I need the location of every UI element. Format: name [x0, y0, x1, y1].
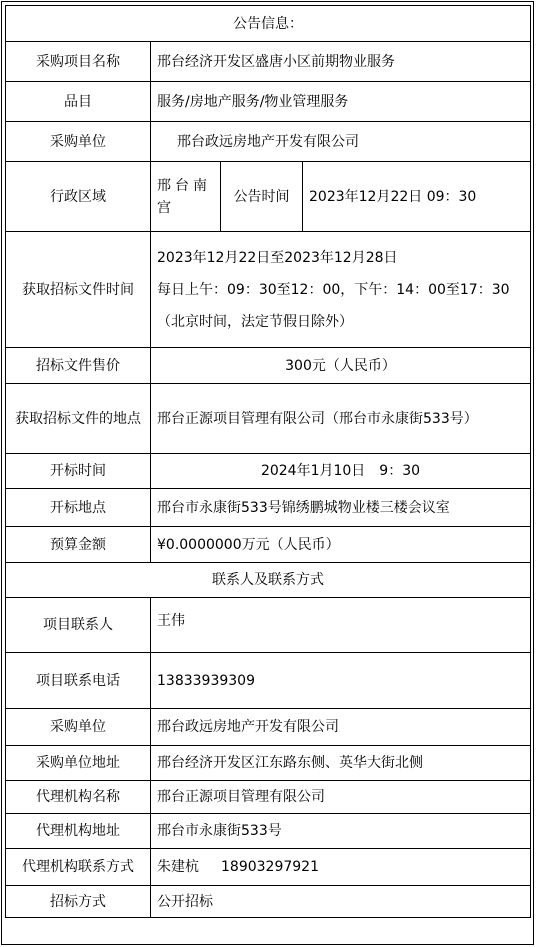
row-project-contact — [6, 598, 531, 653]
purchaser-value: 邢台政远房地产开发有限公司 — [151, 122, 531, 162]
doc-price-value: 300元（人民币） — [151, 348, 531, 384]
row-bid-method — [6, 886, 531, 918]
agency-addr-value: 邢台市永康街533号 — [151, 814, 531, 849]
doc-time-line2: 每日上午：09：30至12：00，下午：14：00至17：30（北京时间，法定节假日除外） — [157, 281, 510, 330]
project-name-value: 邢台经济开发区盛唐小区前期物业服务 — [151, 42, 531, 82]
row-purchaser — [6, 122, 531, 162]
row-agency-name — [6, 781, 531, 814]
purchaser-addr-label: 采购单位地址 — [6, 746, 151, 781]
doc-time-value — [151, 232, 531, 348]
doc-time-line1: 2023年12月22日至2023年12月28日 — [157, 249, 398, 266]
row-purchaser2 — [6, 709, 531, 746]
doc-place-value: 邢台正源项目管理有限公司（邢台市永康街533号） — [151, 384, 531, 454]
row-doc-price — [6, 348, 531, 384]
row-purchaser-addr — [6, 746, 531, 781]
agency-contact-value — [151, 849, 531, 886]
row-budget — [6, 527, 531, 563]
purchaser-addr-value: 邢台经济开发区江东路东侧、英华大街北侧 — [151, 746, 531, 781]
purchaser2-value: 邢台政远房地产开发有限公司 — [151, 709, 531, 746]
doc-price-label: 招标文件售价 — [6, 348, 151, 384]
doc-time-label: 获取招标文件时间 — [6, 232, 151, 348]
agency-contact-name: 朱建杭 — [157, 859, 199, 875]
row-agency-addr — [6, 814, 531, 849]
agency-contact-phone: 18903297921 — [221, 859, 319, 875]
row-open-place — [6, 489, 531, 527]
project-contact-value: 王伟 — [151, 598, 531, 653]
purchaser-label: 采购单位 — [6, 122, 151, 162]
row-category — [6, 82, 531, 122]
open-place-value: 邢台市永康街533号锦绣鹏城物业楼三楼会议室 — [151, 489, 531, 527]
row-project-phone — [6, 653, 531, 709]
row-doc-time — [6, 232, 531, 348]
project-phone-value: 13833939309 — [151, 653, 531, 709]
announce-time-value: 2023年12月22日 09：30 — [303, 162, 531, 232]
row-open-time — [6, 454, 531, 489]
budget-label: 预算金额 — [6, 527, 151, 563]
section-notice-title: 公告信息： — [6, 6, 531, 42]
agency-name-label: 代理机构名称 — [6, 781, 151, 814]
category-label: 品目 — [6, 82, 151, 122]
contact-header-row — [6, 563, 531, 598]
notice-header-row — [6, 6, 531, 42]
agency-name-value: 邢台正源项目管理有限公司 — [151, 781, 531, 814]
section-contact-title: 联系人及联系方式 — [6, 563, 531, 598]
announce-time-label: 公告时间 — [221, 162, 303, 232]
row-project-name — [6, 42, 531, 82]
row-doc-place — [6, 384, 531, 454]
project-name-label: 采购项目名称 — [6, 42, 151, 82]
project-contact-label: 项目联系人 — [6, 598, 151, 653]
open-place-label: 开标地点 — [6, 489, 151, 527]
open-time-value: 2024年1月10日 9：30 — [151, 454, 531, 489]
purchaser2-label: 采购单位 — [6, 709, 151, 746]
region-label: 行政区域 — [6, 162, 151, 232]
open-time-label: 开标时间 — [6, 454, 151, 489]
row-region — [6, 162, 531, 232]
row-agency-contact — [6, 849, 531, 886]
budget-value: ¥0.0000000万元（人民币） — [151, 527, 531, 563]
bid-method-value: 公开招标 — [151, 886, 531, 918]
category-value: 服务/房地产服务/物业管理服务 — [151, 82, 531, 122]
project-phone-label: 项目联系电话 — [6, 653, 151, 709]
region-value: 邢台南宫 — [151, 162, 221, 232]
agency-addr-label: 代理机构地址 — [6, 814, 151, 849]
bid-method-label: 招标方式 — [6, 886, 151, 918]
doc-place-label: 获取招标文件的地点 — [6, 384, 151, 454]
notice-table — [5, 5, 531, 918]
agency-contact-label: 代理机构联系方式 — [6, 849, 151, 886]
